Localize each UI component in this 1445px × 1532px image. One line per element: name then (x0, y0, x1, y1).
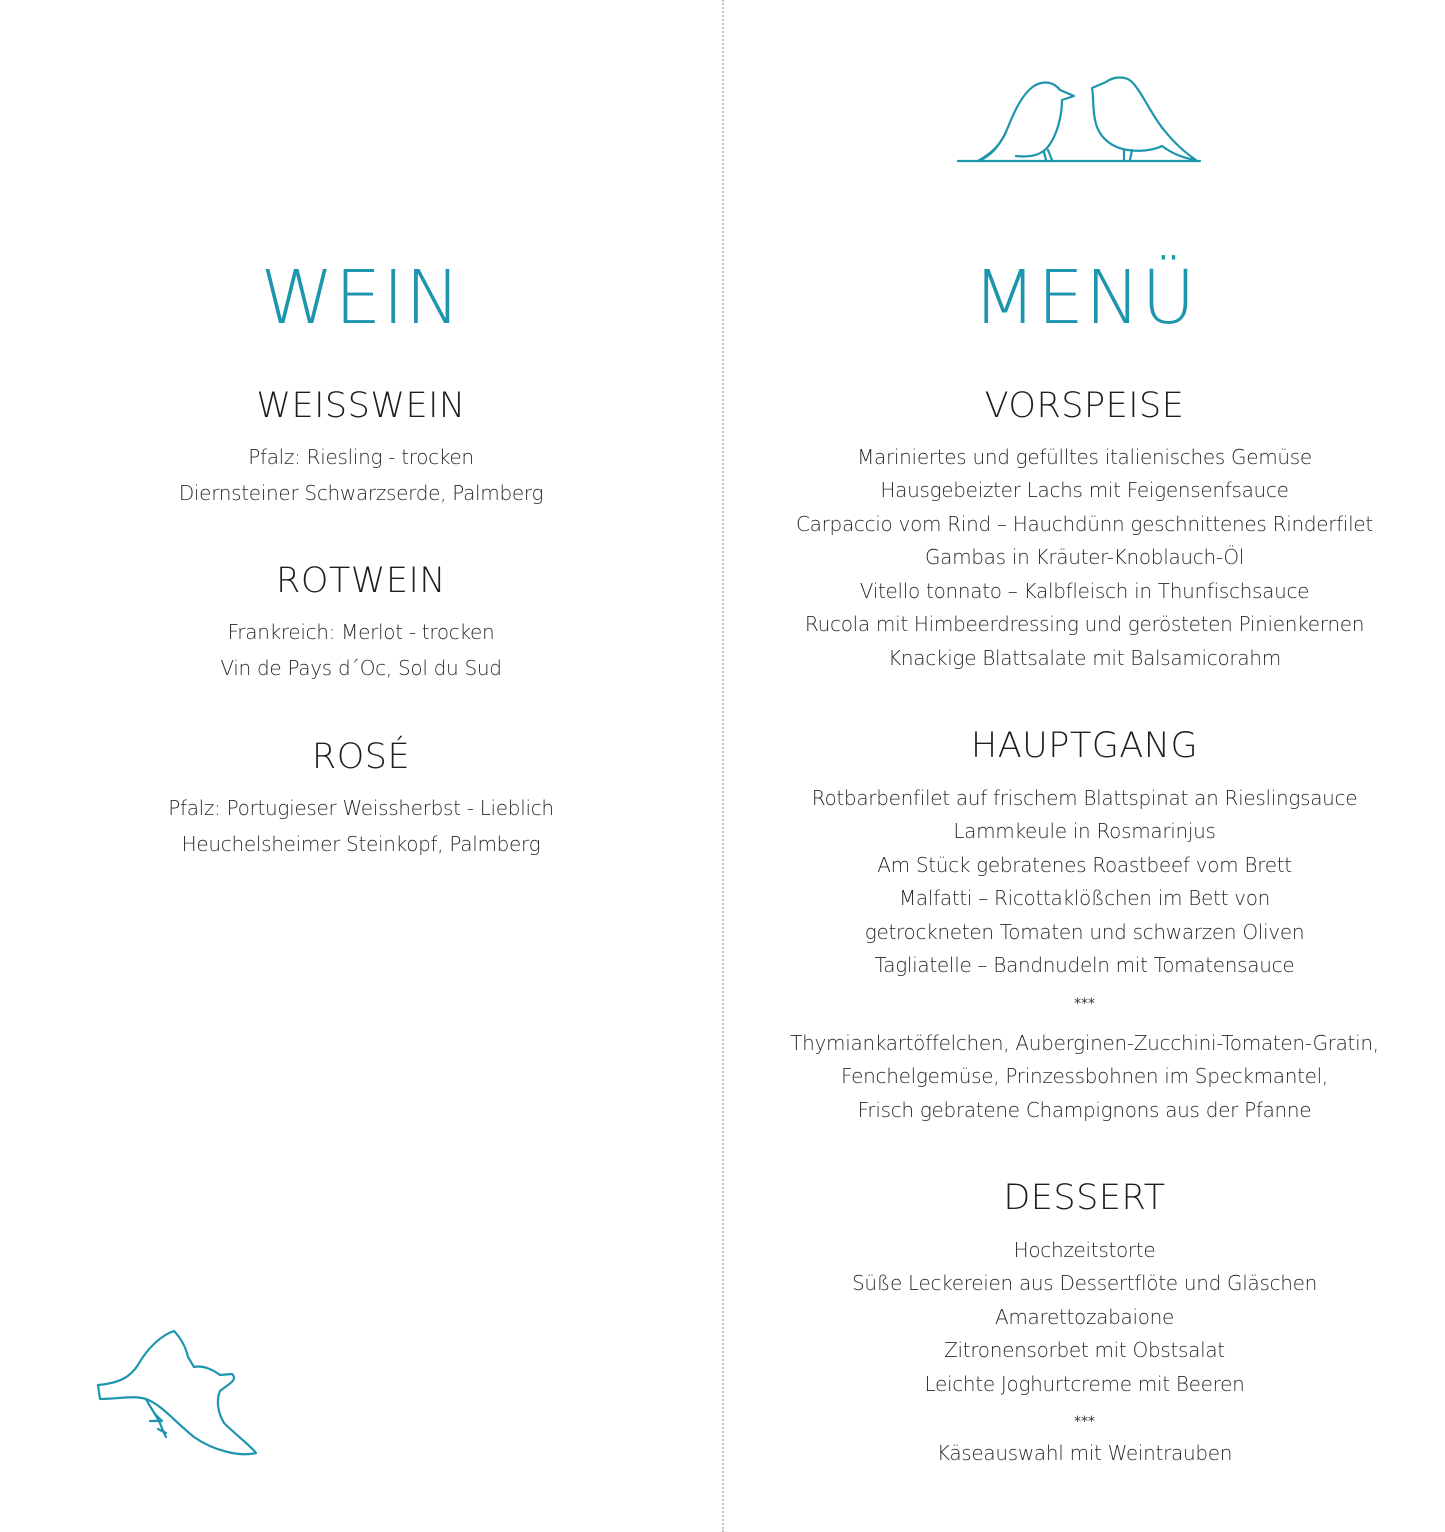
menu-item: getrockneten Tomaten und schwarzen Oliven (864, 920, 1305, 944)
menu-item: Amarettozabaione (994, 1305, 1175, 1329)
menu-item: Lammkeule in Rosmarinjus (953, 819, 1216, 843)
red-wine-heading: ROTWEIN (276, 561, 446, 601)
wine-line: Frankreich: Merlot - trocken (227, 620, 495, 644)
wine-line: Pfalz: Portugieser Weissherbst - Lieblich (168, 796, 554, 820)
menu-item: Thymiankartöffelchen, Auberginen-Zucchini-Tomaten-Gratin, (790, 1031, 1379, 1055)
menu-item: Rucola mit Himbeerdressing und gerösteten Pinienkernen (804, 612, 1365, 636)
menu-item: Am Stück gebratenes Roastbeef vom Brett (877, 853, 1292, 877)
wine-line: Heuchelsheimer Steinkopf, Palmberg (181, 832, 541, 856)
dessert-heading: DESSERT (1003, 1178, 1166, 1218)
menu-item: Frisch gebratene Champignons aus der Pfanne (857, 1098, 1312, 1122)
menu-item: Knackige Blattsalate mit Balsamicorahm (888, 646, 1281, 670)
menu-item: Vitello tonnato – Kalbfleisch in Thunfischsauce (859, 579, 1310, 603)
wine-line: Pfalz: Riesling - trocken (248, 445, 474, 469)
white-wine-heading: WEISSWEIN (256, 386, 466, 426)
menu-item: Käseauswahl mit Weintrauben (936, 1441, 1233, 1465)
two-birds-on-branch-icon (956, 68, 1202, 168)
wine-title: WEIN (260, 255, 462, 341)
menu-item: Tagliatelle – Bandnudeln mit Tomatensauce (874, 953, 1295, 977)
separator-stars: *** (1074, 1414, 1095, 1430)
menu-item: Mariniertes und gefülltes italienisches Gemüse (857, 445, 1312, 469)
menu-title: MENÜ (972, 255, 1197, 341)
menu-item: Malfatti – Ricottaklößchen im Bett von (898, 886, 1271, 910)
menu-item: Gambas in Kräuter-Knoblauch-Öl (924, 545, 1245, 569)
wine-column (0, 0, 722, 1532)
menu-item: Süße Leckereien aus Dessertflöte und Gläschen (851, 1271, 1318, 1295)
menu-item: Rotbarbenfilet auf frischem Blattspinat an Rieslingsauce (811, 786, 1358, 810)
menu-item: Hochzeitstorte (1013, 1238, 1156, 1262)
starter-heading: VORSPEISE (984, 386, 1185, 426)
rose-wine-heading: ROSÉ (311, 737, 411, 777)
menu-column (724, 0, 1445, 1532)
main-course-heading: HAUPTGANG (970, 726, 1199, 766)
wine-line: Vin de Pays d´Oc, Sol du Sud (220, 656, 502, 680)
menu-item: Carpaccio vom Rind – Hauchdünn geschnittenes Rinderfilet (796, 512, 1373, 536)
menu-item: Hausgebeizter Lachs mit Feigensenfsauce (880, 478, 1289, 502)
separator-stars: *** (1074, 996, 1095, 1012)
menu-item: Zitronensorbet mit Obstsalat (944, 1338, 1225, 1362)
menu-item: Fenchelgemüse, Prinzessbohnen im Speckmantel, (841, 1064, 1328, 1088)
wine-line: Diernsteiner Schwarzserde, Palmberg (178, 481, 544, 505)
menu-item: Leichte Joghurtcreme mit Beeren (924, 1372, 1245, 1396)
flying-bird-icon (90, 1325, 265, 1460)
